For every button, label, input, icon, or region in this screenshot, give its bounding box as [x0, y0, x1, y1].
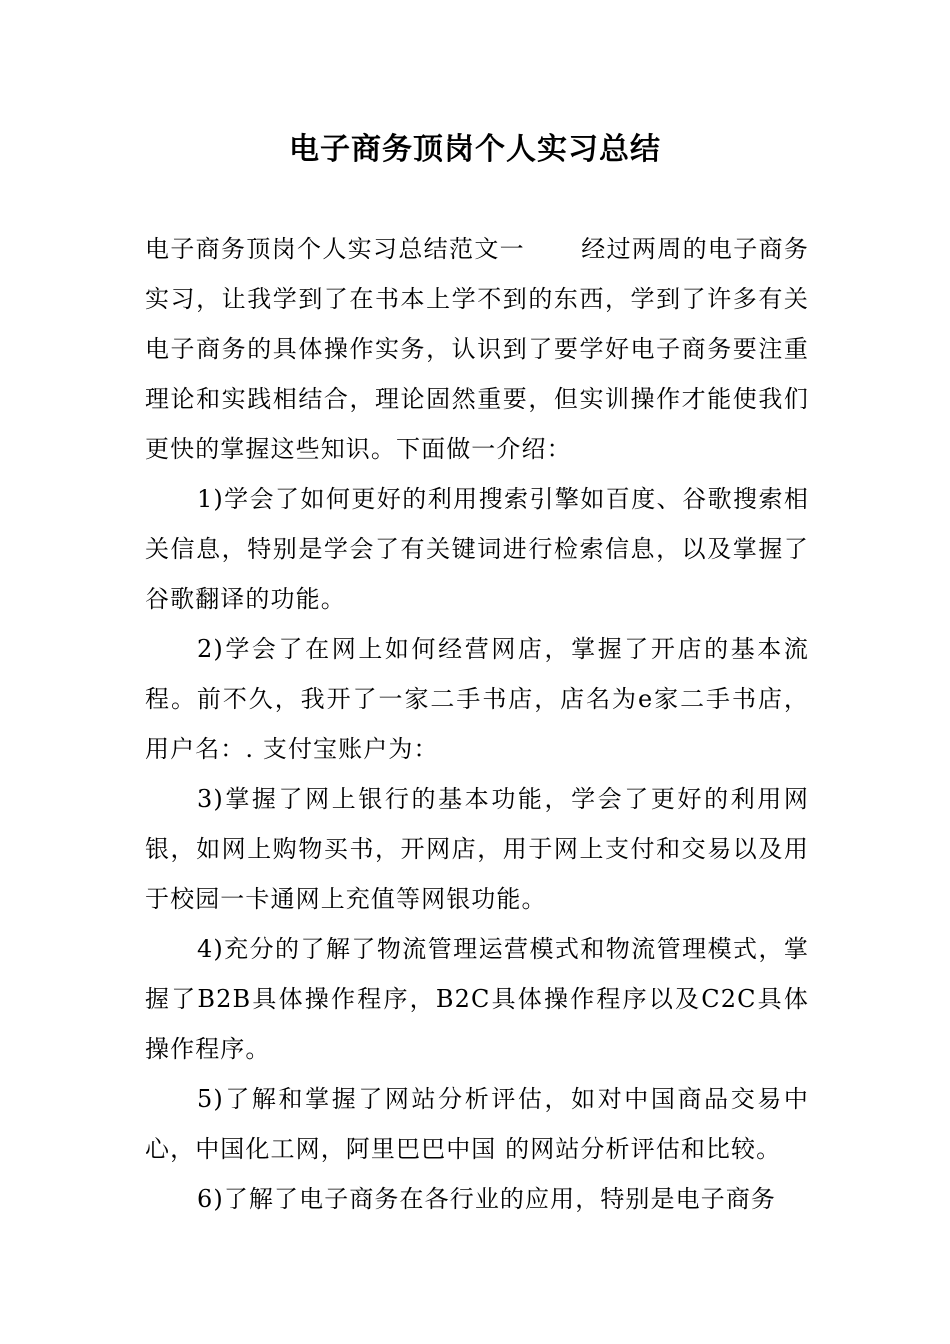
intro-heading: 电子商务顶岗个人实习总结范文一 — [145, 235, 525, 263]
intro-text: 经过两周的电子商务实习，让我学到了在书本上学不到的东西，学到了许多有关电子商务的具体操作实务，认识到了要学好电子商务要注重理论和实践相结合，理论固然重要，但实训操作才能使我们更快的掌握这些知识。下面做一介绍： — [145, 235, 809, 463]
list-item: 5)了解和掌握了网站分析评估，如对中国商品交易中心，中国化工网，阿里巴巴中国 的网站分析评估和比较。 — [145, 1085, 809, 1163]
document-title: 电子商务顶岗个人实习总结 — [289, 132, 661, 167]
document-body — [145, 224, 809, 1224]
list-item: 4)充分的了解了物流管理运营模式和物流管理模式，掌握了B2B具体操作程序，B2C具体操作程序以及C2C具体操作程序。 — [145, 935, 809, 1063]
list-item: 6)了解了电子商务在各行业的应用，特别是电子商务 — [197, 1185, 777, 1213]
list-item: 2)学会了在网上如何经营网店，掌握了开店的基本流程。前不久，我开了一家二手书店，店名为e家二手书店，用户名：. 支付宝账户为： — [145, 635, 809, 763]
list-item: 3)掌握了网上银行的基本功能，学会了更好的利用网银，如网上购物买书，开网店，用于网上支付和交易以及用于校园一卡通网上充值等网银功能。 — [145, 785, 809, 913]
list-item: 1)学会了如何更好的利用搜索引擎如百度、谷歌搜索相关信息，特别是学会了有关键词进行检索信息，以及掌握了谷歌翻译的功能。 — [145, 485, 809, 613]
intro-paragraph — [145, 224, 809, 474]
